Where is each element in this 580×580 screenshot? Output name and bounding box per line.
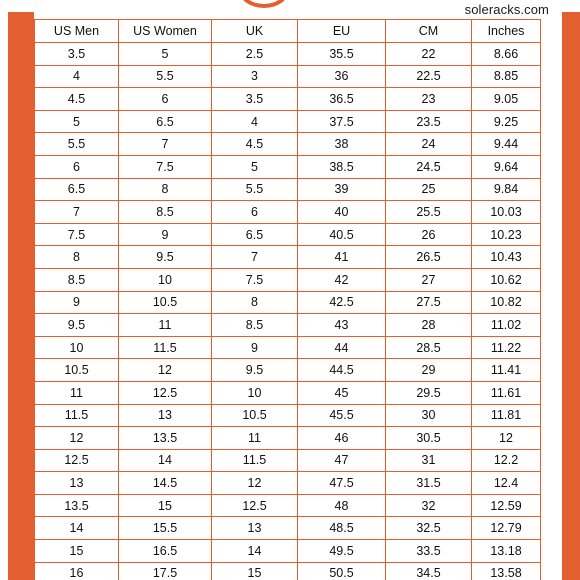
table-row (35, 494, 541, 517)
cell-us-men: 7 (35, 201, 119, 224)
cell-us-women: 6.5 (119, 110, 212, 133)
cell-us-men: 7.5 (35, 223, 119, 246)
table-row (35, 472, 541, 495)
cell-inches: 12.4 (472, 472, 541, 495)
cell-us-men: 8 (35, 246, 119, 269)
right-accent-band (562, 12, 580, 580)
cell-us-men: 4 (35, 65, 119, 88)
cell-us-men: 13 (35, 472, 119, 495)
cell-eu: 45.5 (298, 404, 386, 427)
cell-uk: 12.5 (212, 494, 298, 517)
cell-eu: 38 (298, 133, 386, 156)
cell-inches: 12.59 (472, 494, 541, 517)
cell-uk: 3.5 (212, 88, 298, 111)
cell-us-women: 16.5 (119, 540, 212, 563)
table-row (35, 291, 541, 314)
cell-inches: 9.64 (472, 155, 541, 178)
table-row (35, 201, 541, 224)
cell-us-women: 10.5 (119, 291, 212, 314)
cell-eu: 36 (298, 65, 386, 88)
cell-eu: 47.5 (298, 472, 386, 495)
table-row (35, 268, 541, 291)
cell-us-men: 10 (35, 336, 119, 359)
cell-eu: 47 (298, 449, 386, 472)
cell-cm: 30.5 (386, 427, 472, 450)
cell-cm: 34.5 (386, 562, 472, 580)
cell-uk: 4.5 (212, 133, 298, 156)
cell-cm: 22 (386, 43, 472, 66)
cell-inches: 11.61 (472, 381, 541, 404)
cell-us-men: 8.5 (35, 268, 119, 291)
cell-us-women: 13 (119, 404, 212, 427)
cell-eu: 48.5 (298, 517, 386, 540)
cell-uk: 15 (212, 562, 298, 580)
cell-inches: 10.82 (472, 291, 541, 314)
table-row (35, 540, 541, 563)
cell-uk: 14 (212, 540, 298, 563)
cell-inches: 13.58 (472, 562, 541, 580)
table-row (35, 336, 541, 359)
cell-eu: 50.5 (298, 562, 386, 580)
table-row (35, 65, 541, 88)
header-cm: CM (386, 20, 472, 43)
cell-cm: 24.5 (386, 155, 472, 178)
cell-us-men: 12 (35, 427, 119, 450)
header-us-men: US Men (35, 20, 119, 43)
cell-cm: 22.5 (386, 65, 472, 88)
table-row (35, 449, 541, 472)
cell-uk: 7.5 (212, 268, 298, 291)
table-row (35, 404, 541, 427)
table-row (35, 43, 541, 66)
cell-eu: 48 (298, 494, 386, 517)
cell-us-men: 3.5 (35, 43, 119, 66)
cell-us-women: 9 (119, 223, 212, 246)
cell-inches: 8.66 (472, 43, 541, 66)
cell-us-men: 12.5 (35, 449, 119, 472)
cell-us-women: 14.5 (119, 472, 212, 495)
cell-inches: 9.44 (472, 133, 541, 156)
cell-cm: 28.5 (386, 336, 472, 359)
cell-uk: 5.5 (212, 178, 298, 201)
cell-cm: 27.5 (386, 291, 472, 314)
cell-cm: 31.5 (386, 472, 472, 495)
cell-uk: 2.5 (212, 43, 298, 66)
cell-eu: 41 (298, 246, 386, 269)
cell-uk: 5 (212, 155, 298, 178)
cell-inches: 12 (472, 427, 541, 450)
cell-us-women: 14 (119, 449, 212, 472)
cell-uk: 10 (212, 381, 298, 404)
table-row (35, 562, 541, 580)
cell-inches: 9.84 (472, 178, 541, 201)
cell-us-women: 12 (119, 359, 212, 382)
cell-us-women: 17.5 (119, 562, 212, 580)
cell-cm: 32 (386, 494, 472, 517)
cell-eu: 39 (298, 178, 386, 201)
cell-us-men: 15 (35, 540, 119, 563)
table-row (35, 223, 541, 246)
cell-cm: 24 (386, 133, 472, 156)
logo-arc-icon (239, 0, 289, 8)
cell-us-women: 15.5 (119, 517, 212, 540)
cell-eu: 40.5 (298, 223, 386, 246)
cell-cm: 25.5 (386, 201, 472, 224)
cell-cm: 25 (386, 178, 472, 201)
cell-eu: 40 (298, 201, 386, 224)
header-eu: EU (298, 20, 386, 43)
header-us-women: US Women (119, 20, 212, 43)
cell-uk: 12 (212, 472, 298, 495)
cell-us-women: 11 (119, 314, 212, 337)
cell-uk: 4 (212, 110, 298, 133)
table-row (35, 88, 541, 111)
cell-us-men: 16 (35, 562, 119, 580)
cell-inches: 11.02 (472, 314, 541, 337)
cell-uk: 6 (212, 201, 298, 224)
cell-inches: 11.81 (472, 404, 541, 427)
cell-us-men: 6 (35, 155, 119, 178)
cell-cm: 27 (386, 268, 472, 291)
cell-uk: 6.5 (212, 223, 298, 246)
cell-cm: 26 (386, 223, 472, 246)
cell-uk: 13 (212, 517, 298, 540)
table-row (35, 110, 541, 133)
cell-eu: 49.5 (298, 540, 386, 563)
cell-us-men: 14 (35, 517, 119, 540)
header-inches: Inches (472, 20, 541, 43)
cell-us-women: 10 (119, 268, 212, 291)
cell-inches: 9.05 (472, 88, 541, 111)
cell-eu: 35.5 (298, 43, 386, 66)
cell-us-men: 11 (35, 381, 119, 404)
cell-uk: 8.5 (212, 314, 298, 337)
cell-uk: 9 (212, 336, 298, 359)
cell-inches: 10.03 (472, 201, 541, 224)
cell-us-men: 11.5 (35, 404, 119, 427)
cell-uk: 8 (212, 291, 298, 314)
cell-us-men: 10.5 (35, 359, 119, 382)
cell-us-men: 9 (35, 291, 119, 314)
cell-cm: 23 (386, 88, 472, 111)
cell-cm: 26.5 (386, 246, 472, 269)
cell-us-men: 9.5 (35, 314, 119, 337)
cell-uk: 3 (212, 65, 298, 88)
table-row (35, 359, 541, 382)
cell-inches: 12.2 (472, 449, 541, 472)
cell-uk: 7 (212, 246, 298, 269)
table-row (35, 155, 541, 178)
cell-us-women: 5.5 (119, 65, 212, 88)
cell-us-women: 12.5 (119, 381, 212, 404)
table-header-row (35, 20, 541, 43)
cell-cm: 29 (386, 359, 472, 382)
cell-inches: 13.18 (472, 540, 541, 563)
cell-inches: 12.79 (472, 517, 541, 540)
cell-inches: 11.41 (472, 359, 541, 382)
cell-cm: 28 (386, 314, 472, 337)
cell-us-men: 5 (35, 110, 119, 133)
cell-us-women: 7 (119, 133, 212, 156)
cell-inches: 10.62 (472, 268, 541, 291)
cell-us-women: 8 (119, 178, 212, 201)
cell-us-men: 5.5 (35, 133, 119, 156)
cell-us-women: 8.5 (119, 201, 212, 224)
cell-cm: 32.5 (386, 517, 472, 540)
cell-eu: 42.5 (298, 291, 386, 314)
cell-eu: 36.5 (298, 88, 386, 111)
cell-inches: 10.43 (472, 246, 541, 269)
cell-eu: 44 (298, 336, 386, 359)
cell-us-women: 11.5 (119, 336, 212, 359)
left-accent-band (8, 12, 34, 580)
cell-us-women: 13.5 (119, 427, 212, 450)
cell-us-men: 6.5 (35, 178, 119, 201)
cell-uk: 11.5 (212, 449, 298, 472)
cell-us-women: 7.5 (119, 155, 212, 178)
cell-cm: 33.5 (386, 540, 472, 563)
shoe-size-table (34, 19, 541, 580)
table-row (35, 246, 541, 269)
cell-eu: 38.5 (298, 155, 386, 178)
cell-us-women: 6 (119, 88, 212, 111)
cell-cm: 29.5 (386, 381, 472, 404)
cell-uk: 11 (212, 427, 298, 450)
cell-eu: 37.5 (298, 110, 386, 133)
table-row (35, 314, 541, 337)
cell-uk: 9.5 (212, 359, 298, 382)
table-row (35, 133, 541, 156)
table-row (35, 381, 541, 404)
header-uk: UK (212, 20, 298, 43)
table-row (35, 517, 541, 540)
cell-inches: 10.23 (472, 223, 541, 246)
cell-eu: 45 (298, 381, 386, 404)
cell-inches: 9.25 (472, 110, 541, 133)
cell-inches: 8.85 (472, 65, 541, 88)
cell-us-women: 9.5 (119, 246, 212, 269)
cell-eu: 44.5 (298, 359, 386, 382)
cell-us-men: 13.5 (35, 494, 119, 517)
cell-us-men: 4.5 (35, 88, 119, 111)
cell-cm: 30 (386, 404, 472, 427)
cell-us-women: 5 (119, 43, 212, 66)
table-body (35, 43, 541, 580)
cell-inches: 11.22 (472, 336, 541, 359)
cell-eu: 42 (298, 268, 386, 291)
cell-cm: 23.5 (386, 110, 472, 133)
cell-eu: 46 (298, 427, 386, 450)
cell-us-women: 15 (119, 494, 212, 517)
site-label: soleracks.com (464, 2, 549, 17)
cell-eu: 43 (298, 314, 386, 337)
table-row (35, 178, 541, 201)
cell-uk: 10.5 (212, 404, 298, 427)
cell-cm: 31 (386, 449, 472, 472)
table-row (35, 427, 541, 450)
